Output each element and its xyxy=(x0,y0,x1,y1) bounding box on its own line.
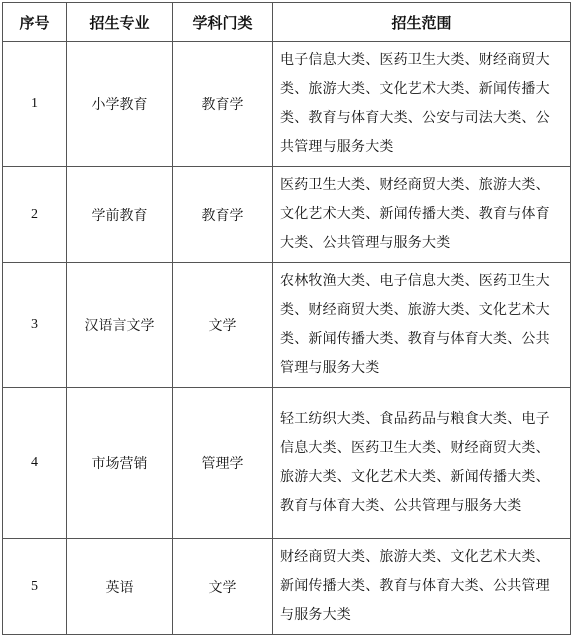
row-category: 教育学 xyxy=(173,42,273,167)
table-row xyxy=(3,42,571,167)
table-row xyxy=(3,167,571,263)
row-major: 市场营销 xyxy=(67,388,173,539)
admission-table xyxy=(2,2,571,635)
table-row xyxy=(3,263,571,388)
row-major: 小学教育 xyxy=(67,42,173,167)
row-no: 5 xyxy=(3,539,67,635)
header-category: 学科门类 xyxy=(173,3,273,42)
row-scope: 医药卫生大类、财经商贸大类、旅游大类、文化艺术大类、新闻传播大类、教育与体育大类、公共管理与服务大类 xyxy=(273,167,571,263)
table-row xyxy=(3,388,571,539)
row-category: 教育学 xyxy=(173,167,273,263)
row-scope: 轻工纺织大类、食品药品与粮食大类、电子信息大类、医药卫生大类、财经商贸大类、旅游大类、文化艺术大类、新闻传播大类、教育与体育大类、公共管理与服务大类 xyxy=(273,388,571,539)
row-major: 英语 xyxy=(67,539,173,635)
row-no: 2 xyxy=(3,167,67,263)
row-category: 管理学 xyxy=(173,388,273,539)
row-no: 1 xyxy=(3,42,67,167)
table-row xyxy=(3,539,571,635)
row-major: 学前教育 xyxy=(67,167,173,263)
header-scope: 招生范围 xyxy=(273,3,571,42)
row-scope: 财经商贸大类、旅游大类、文化艺术大类、新闻传播大类、教育与体育大类、公共管理与服务大类 xyxy=(273,539,571,635)
row-no: 3 xyxy=(3,263,67,388)
row-scope: 电子信息大类、医药卫生大类、财经商贸大类、旅游大类、文化艺术大类、新闻传播大类、教育与体育大类、公安与司法大类、公共管理与服务大类 xyxy=(273,42,571,167)
row-scope: 农林牧渔大类、电子信息大类、医药卫生大类、财经商贸大类、旅游大类、文化艺术大类、新闻传播大类、教育与体育大类、公共管理与服务大类 xyxy=(273,263,571,388)
header-major: 招生专业 xyxy=(67,3,173,42)
row-category: 文学 xyxy=(173,263,273,388)
row-category: 文学 xyxy=(173,539,273,635)
header-no: 序号 xyxy=(3,3,67,42)
row-no: 4 xyxy=(3,388,67,539)
admission-table-container xyxy=(2,2,571,635)
row-major: 汉语言文学 xyxy=(67,263,173,388)
table-header-row xyxy=(3,3,571,42)
